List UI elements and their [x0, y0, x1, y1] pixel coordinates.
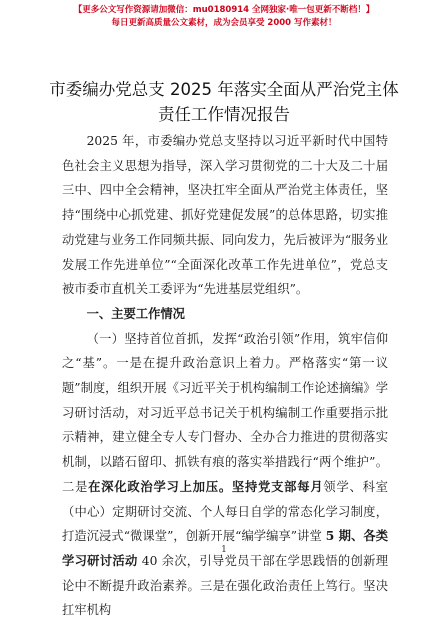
- promo-banner: [0, 4, 448, 30]
- document-title-line1: 市委编办党总支 2025 年落实全面从严治党主体: [49, 80, 399, 99]
- promo-banner-line1: 【更多公文写作资源请加微信：mu0180914 全网独家·唯一包更新不断档！】: [73, 5, 375, 15]
- document-title: [40, 77, 408, 127]
- document-title-line2: 责任工作情况报告: [158, 105, 290, 124]
- body-paragraph: [62, 327, 388, 623]
- intro-paragraph: 2025 年，市委编办党总支坚持以习近平新时代中国特色社会主义思想为指导，深入学习贯彻党的二十大及二十届三中、四中全会精神，坚决扛牢全面从严治党主体责任，坚持“围绕中心抓党建、抓好党建促发展”的总体思路，切实推动党建与业务工作同频共振、同向发力，先后被评为“服务业发展工作先进单位”“全面深化改革工作先进单位”，党总支被市委市直机关工委评为“先进基层党组织”。: [62, 134, 389, 297]
- section-heading: 一、主要工作情况: [86, 306, 185, 321]
- paragraph-text: 领学、科室（中心）定期研讨交流、个人每日自学的常态化学习制度，打造沉浸式“微课堂”，创新开展“编学编享”讲堂: [62, 479, 388, 544]
- bold-text: 在深化政治学习上加压。坚持党支部每月: [88, 478, 324, 494]
- bold-text: 5 期、各类学习研讨活动: [62, 528, 388, 568]
- paragraph-text: （一）坚持首位首抓，发挥“政治引领”作用，筑牢信仰之“基”。一是在提升政治意识上着力。严格落实“第一议题”制度，组织开展《习近平关于机构编制工作论述摘编》学习研讨活动，对习近平总书记关于机构编制工作重要指示批示精神，建立健全专人专门督办、全办合力推进的贯彻落实机制，以踏石留印、抓铁有痕的落实举措践行“两个维护”。二是: [62, 331, 389, 494]
- page-number: 1: [221, 545, 227, 555]
- paragraph-text: 40 余次，引导党员干部在学思践悟的创新理论中不断提升政治素养。三是在强化政治责任上笃行。坚决扛牢机构: [62, 553, 388, 618]
- promo-banner-line2: 每日更新高质量公文素材，成为会员享受 2000 写作素材！: [111, 18, 337, 28]
